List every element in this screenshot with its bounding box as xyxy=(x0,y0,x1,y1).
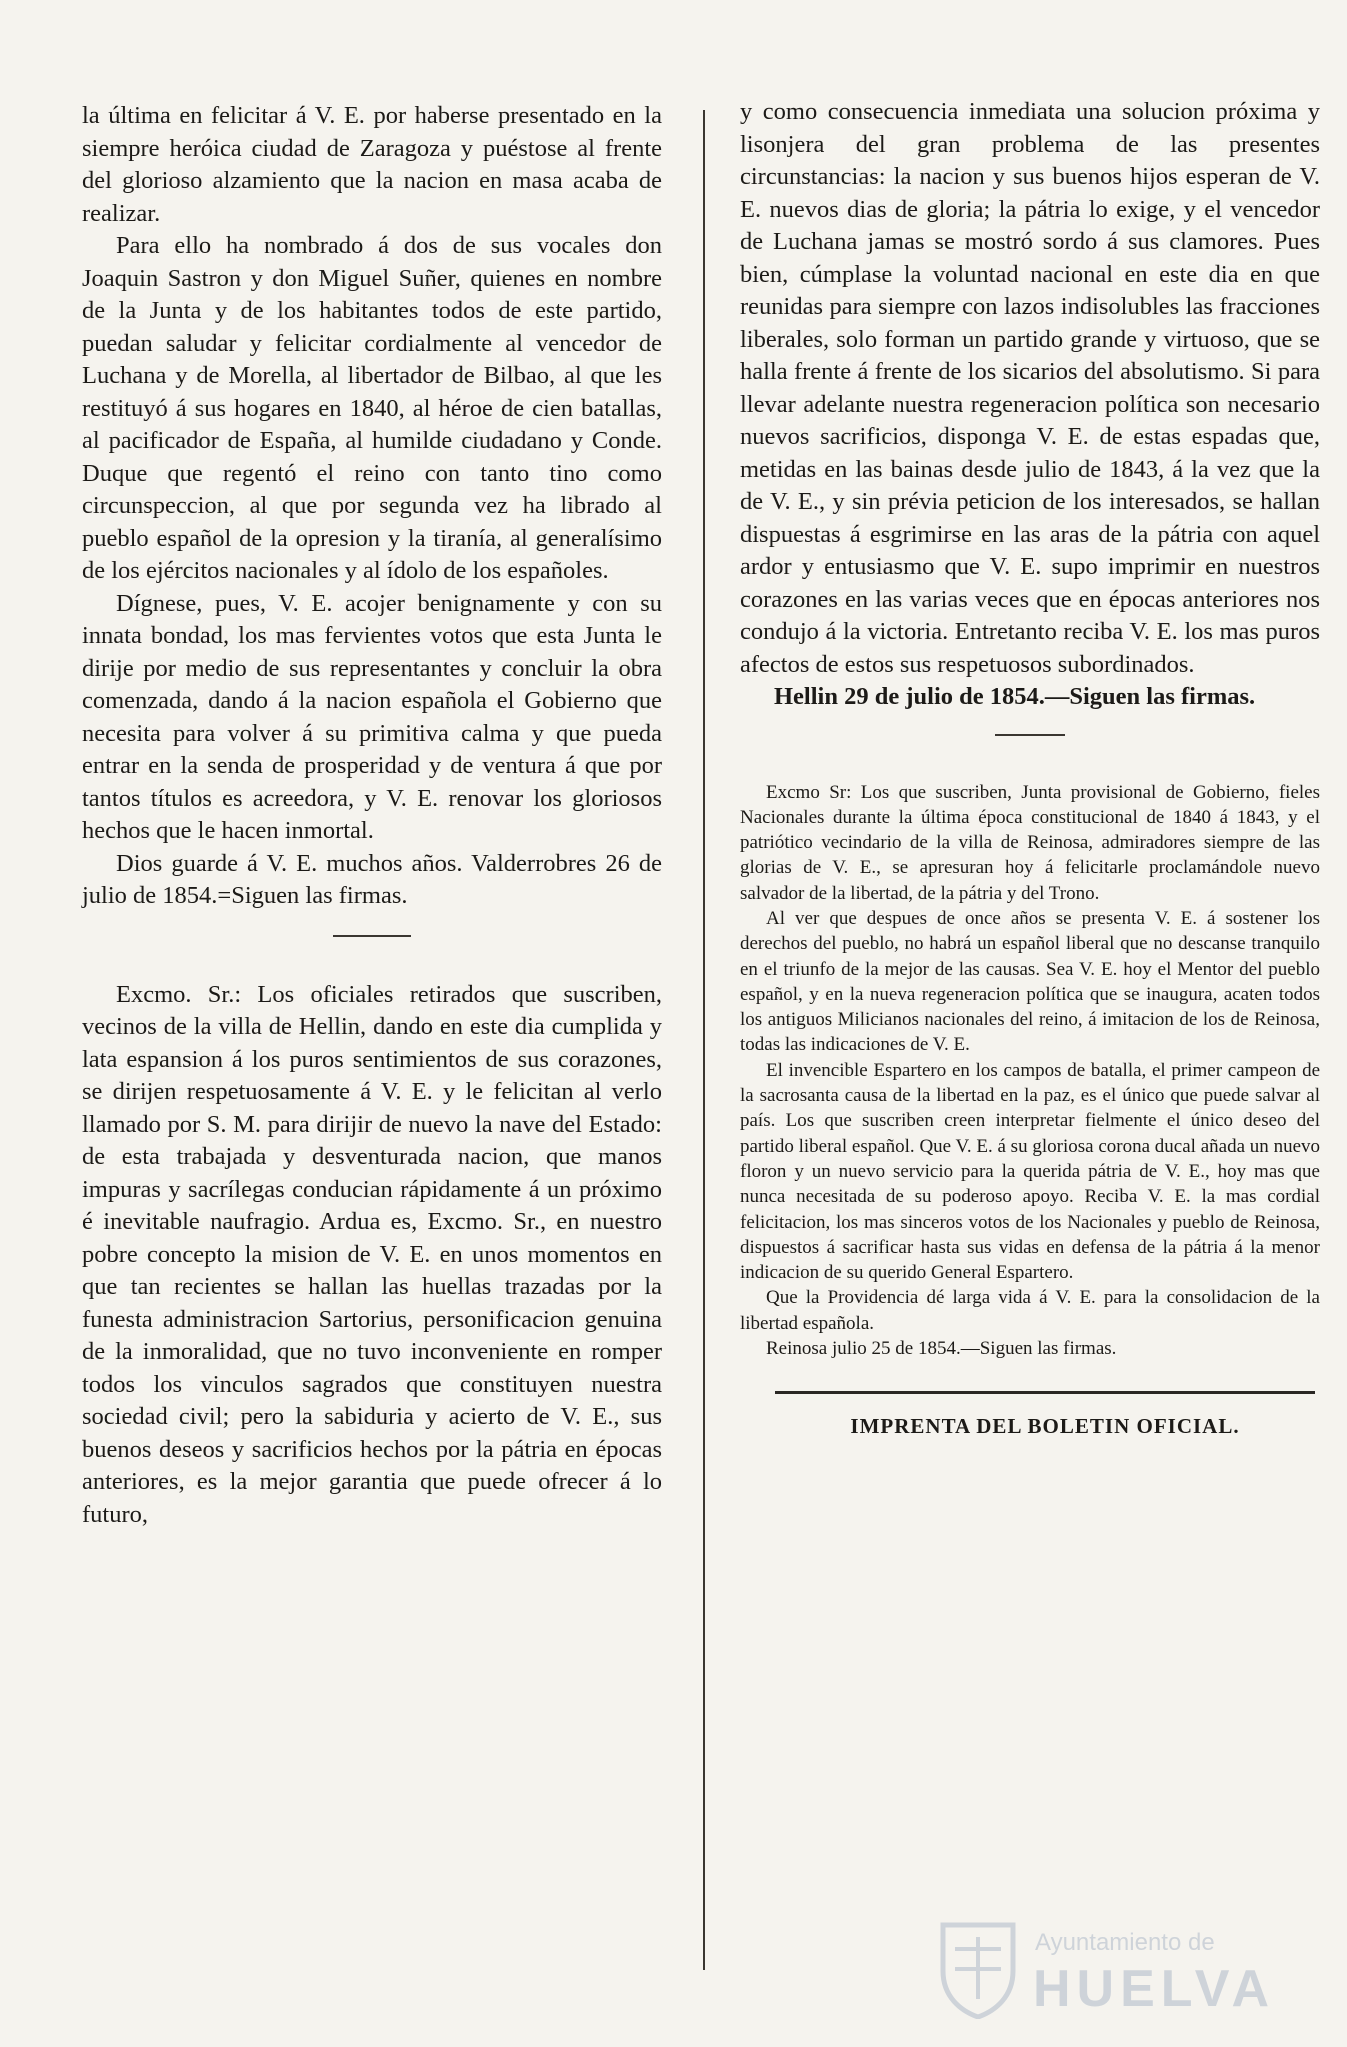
paragraph-reinosa-4: Que la Providencia dé larga vida á V. E. para la consolidacion de la libertad española. xyxy=(740,1287,1320,1334)
paragraph-delegates: Para ello ha nombrado á dos de sus vocales don Joaquin Sastron y don Miguel Suñer, quienes en nombre de la Junta y de los habitantes todos de este partido, puedan saludar y felicitar cordialmente al vencedor de Luchana y de Morella, al libertador de Bilbao, al que les restituyó á sus hogares en 1840, al héroe de cien batallas, al pacificador de España, al humilde ciudadano y Conde. Duque que regentó el reino con tanto tino como circunspeccion, al que por segunda vez ha librado al pueblo español de la opresion y la tiranía, al generalísimo de los ejércitos nacionales y al ídolo de los españoles. xyxy=(82,232,662,584)
paragraph-signoff-valderrobres: Dios guarde á V. E. muchos años. Valderrobres 26 de julio de 1854.=Siguen las firmas. xyxy=(82,849,662,909)
shield-icon xyxy=(935,1919,1021,2019)
watermark-logo xyxy=(935,1915,1276,2025)
paragraph-continuation: la última en felicitar á V. E. por haberse presentado en la siempre heróica ciudad de Zaragoza y puéstose al frente del glorioso alzamiento que la nacion en masa acaba de realizar. xyxy=(82,102,662,227)
paragraph-hellin-letter: Excmo. Sr.: Los oficiales retirados que suscriben, vecinos de la villa de Hellin, dando en este dia cumplida y lata espansion á los puros sentimientos de sus corazones, se dirijen respetuosamente á V. E. y le felicitan al verlo llamado por S. M. para dirijir de nuevo la nave del Estado: de esta trabajada y desventurada nacion, que manos impuras y sacrílegas conducian rápidamente á un próximo é inevitable naufragio. Ardua es, Excmo. Sr., en nuestro pobre concepto la mision de V. E. en unos momentos en que tan recientes se hallan las huellas trazadas por la funesta administracion Sartorius, personificacion genuina de la inmoralidad, que no tuvo inconveniente en romper todos los vinculos sagrados que constituyen nuestra sociedad civil; pero la sabiduria y acierto de V. E., sus buenos deseos y sacrificios hechos por la pátria en épocas anteriores, es la mejor garantia que puede ofrecer á lo futuro, xyxy=(82,980,662,1528)
imprint-line: IMPRENTA DEL BOLETIN OFICIAL. xyxy=(850,1414,1240,1439)
right-column xyxy=(740,96,1320,1439)
bottom-rule xyxy=(775,1391,1315,1394)
paragraph-hellin-continuation: y como consecuencia inmediata una solucion próxima y lisonjera del gran problema de las presentes circunstancias: la nacion y sus buenos hijos esperan de V. E. nuevos dias de gloria; la pátria lo exige, y el vencedor de Luchana jamas se mostró sordo á sus clamores. Pues bien, cúmplase la voluntad nacional en este dia en que reunidas para siempre con lazos indisolubles las fracciones liberales, solo forman un partido grande y virtuoso, que se halla frente á frente de los sicarios del absolutismo. Si para llevar adelante nuestra regeneracion política son necesario nuevos sacrificios, disponga V. E. de estas espadas que, metidas en las bainas desde julio de 1843, á la vez que la de V. E., y sin prévia peticion de los interesados, se hallan dispuestas á esgrimirse en las aras de la pátria con aquel ardor y entusiasmo que V. E. supo imprimir en nuestros corazones en las varias veces que en épocas anteriores nos condujo á la victoria. Entretanto reciba V. E. los mas puros afectos de estos sus respetuosos subordinados. xyxy=(740,98,1320,678)
hellin-letter-continuation xyxy=(740,96,1320,714)
paragraph-reinosa-1: Excmo Sr: Los que suscriben, Junta provisional de Gobierno, fieles Nacionales durante la última época constitucional de 1840 á 1843, y el patriótico vecindario de la villa de Reinosa, admiradores siempre de las glorias de V. E., se apresuran hoy á felicitarle proclamándole nuevo salvador de la libertad, de la pátria y del Trono. xyxy=(740,781,1320,904)
paragraph-signoff-hellin: Hellin 29 de julio de 1854.—Siguen las firmas. xyxy=(774,683,1256,710)
watermark-line2: HUELVA xyxy=(1033,1960,1276,2018)
section-separator xyxy=(333,935,411,937)
paragraph-signoff-reinosa: Reinosa julio 25 de 1854.—Siguen las firmas. xyxy=(766,1338,1117,1360)
reinosa-letter xyxy=(740,780,1320,1362)
paragraph-reinosa-2: Al ver que despues de once años se presenta V. E. á sostener los derechos del pueblo, no habrá un español liberal que no descanse tranquilo en el triunfo de la mejor de las causas. Sea V. E. hoy el Mentor del pueblo español, y en la nueva regeneracion política que se inaugura, acaten todos los antiguos Milicianos nacionales del reino, á imitacion de los de Reinosa, todas las indicaciones de V. E. xyxy=(740,907,1320,1056)
paragraph-reinosa-3: El invencible Espartero en los campos de batalla, el primer campeon de la sacrosanta causa de la libertad en la paz, es el único que puede salvar al país. Los que suscriben creen interpretar fielmente el único deseo del partido liberal español. Que V. E. á su gloriosa corona ducal añada un nuevo floron y un nuevo servicio para la querida pátria de V. E., hoy mas que nunca necesitada de su poderoso apoyo. Reciba V. E. la mas cordial felicitacion, los mas sinceros votos de los Nacionales y pueblo de Reinosa, dispuestos á sacrificar hasta sus vidas en defensa de la pátria á la menor indicacion de su querido General Espartero. xyxy=(740,1059,1320,1284)
section-separator xyxy=(995,734,1065,736)
paragraph-petition: Dígnese, pues, V. E. acojer benignamente y con su innata bondad, los mas fervientes votos que esta Junta le dirije por medio de sus representantes y concluir la obra comenzada, dando á la nacion española el Gobierno que necesita para volver á su primitiva calma y que pueda entrar en la senda de prosperidad y de ventura á que por tantos títulos es acreedora, y V. E. renovar los gloriosos hechos que le hacen inmortal. xyxy=(82,589,662,844)
column-divider xyxy=(703,110,705,1970)
left-column xyxy=(82,100,662,1531)
watermark-line1: Ayuntamiento de xyxy=(1035,1929,1215,1956)
